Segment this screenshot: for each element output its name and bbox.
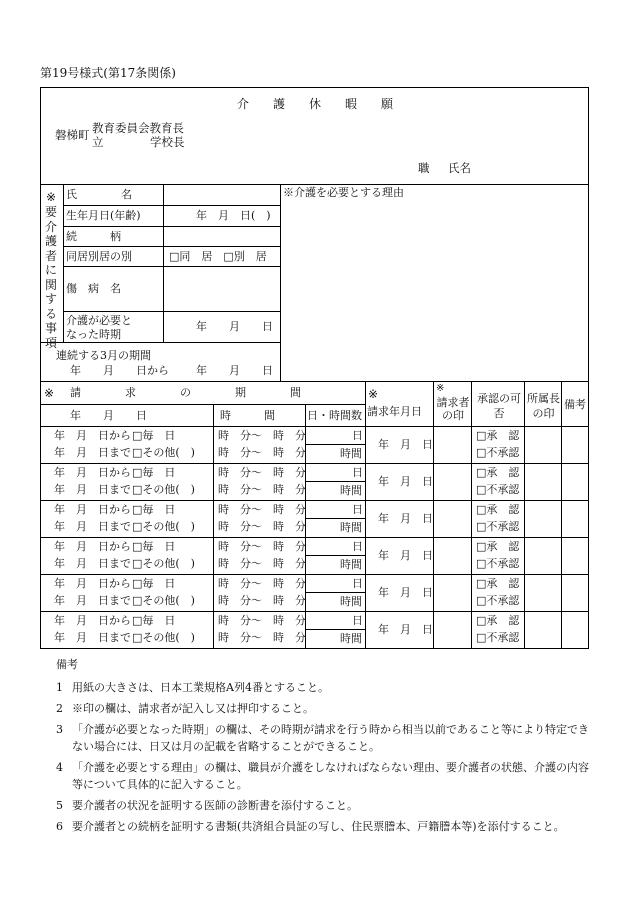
addressee-line2a: 立 [92,135,104,149]
other-option: □その他( ) [132,520,195,533]
time-range-2: 時 分～ 時 分 [218,483,306,496]
divider [40,342,280,343]
to-date: 年 月 日まで [54,631,131,644]
note-item [56,759,596,793]
approve-option: □承 認 [476,540,520,553]
cohabit-value: □同 居 □別 居 [169,250,267,263]
note-text: 用紙の大きさは、日本工業規格A列4番とすること。 [72,681,329,695]
col-days-header: 日・時間数 [307,409,362,422]
deny-option: □不承認 [476,446,520,459]
note-item [56,721,596,755]
from-date: 年 月 日から [54,614,131,627]
from-date: 年 月 日から [54,466,131,479]
divider [280,184,281,381]
divider [63,184,64,342]
request-date: 年 月 日 [378,549,433,562]
row-divider [40,500,589,501]
other-option: □その他( ) [132,631,195,644]
time-range-1: 時 分～ 時 分 [218,540,306,553]
to-date: 年 月 日まで [54,594,131,607]
request-date: 年 月 日 [378,475,433,488]
divider [213,404,214,649]
row-subdivider [305,444,365,445]
days-unit: 日 [352,466,363,479]
divider [163,184,164,342]
need-time-label-1: 介護が必要と [66,314,132,327]
row-divider [40,574,589,575]
divider [63,311,280,312]
request-title: 請 求 の 期 間 [70,386,301,399]
addressee-line2b: 学校長 [150,135,185,149]
deny-option: □不承認 [476,631,520,644]
from-date: 年 月 日から [54,503,131,516]
need-time-value: 年 月 日 [196,320,273,333]
approve-option: □承 認 [476,429,520,442]
divider [471,381,472,649]
other-option: □その他( ) [132,446,195,459]
request-date: 年 月 日 [378,586,433,599]
seal-mark: ※ [436,383,445,394]
deny-option: □不承認 [476,557,520,570]
hours-unit: 時間 [340,595,362,608]
note-text: ※印の欄は、請求者が記入し又は押印すること。 [72,702,314,716]
reason-label: ※介護を必要とする理由 [283,186,404,199]
note-number: 6 [56,820,63,834]
note-item [56,818,596,835]
row-subdivider [305,481,365,482]
approve-option: □承 認 [476,503,520,516]
divider [433,381,434,649]
birth-value: 年 月 日( ) [196,209,271,222]
time-range-1: 時 分～ 時 分 [218,614,306,627]
request-date: 年 月 日 [378,512,433,525]
notes-list [56,679,596,835]
note-text: 「介護を必要とする理由」の欄は、職員が介護をしなければならない理由、要介護者の状態、介護の内容等について具体的に記入すること。 [72,761,589,792]
note-item [56,679,596,696]
birth-label: 生年月日(年齢) [66,209,141,222]
to-date: 年 月 日まで [54,520,131,533]
divider [40,404,365,405]
col-request-date-header: 請求年月日 [367,405,422,418]
applicant-name-label: 氏名 [448,161,471,175]
to-date: 年 月 日まで [54,483,131,496]
time-range-2: 時 分～ 時 分 [218,557,306,570]
col-date-header: 年 月 日 [70,409,147,422]
divider [40,184,589,185]
note-number: 5 [56,799,63,813]
period-label: 連続する3月の期間 [56,349,151,362]
days-unit: 日 [352,540,363,553]
col-time-header: 時 間 [220,409,275,422]
to-date: 年 月 日まで [54,446,131,459]
row-divider [40,537,589,538]
time-range-1: 時 分～ 時 分 [218,503,306,516]
form-title: 介 護 休 暇 願 [237,97,394,111]
from-date: 年 月 日から [54,577,131,590]
row-subdivider [305,592,365,593]
note-text: 要介護者との続柄を証明する書類(共済組合員証の写し、住民票謄本、戸籍謄本等)を添付すること。 [72,820,565,834]
approve-option: □承 認 [476,577,520,590]
hours-unit: 時間 [340,558,362,571]
notes-heading: 備考 [56,658,78,671]
time-range-1: 時 分～ 時 分 [218,429,306,442]
request-date: 年 月 日 [378,623,433,636]
divider [524,381,525,649]
divider [365,381,366,649]
applicant-post-label: 職 [418,161,430,175]
note-number: 1 [56,681,63,695]
approve-option: □承 認 [476,614,520,627]
period-from: 年 月 日から [70,364,169,377]
request-date: 年 月 日 [378,438,433,451]
col-seal-header: 請求者の印 [436,396,470,422]
divider [63,226,280,227]
request-date-mark: ※ [368,387,379,401]
days-unit: 日 [352,577,363,590]
deny-option: □不承認 [476,520,520,533]
need-time-label-2: なった時期 [66,328,121,341]
from-date: 年 月 日から [54,540,131,553]
request-mark: ※ [44,386,55,400]
to-date: 年 月 日まで [54,557,131,570]
period-to: 年 月 日 [196,364,273,377]
name-label: 氏 名 [66,188,132,201]
col-head-seal-header: 所属長の印 [527,392,560,420]
cohabit-label: 同居別居の別 [66,250,132,263]
addressee-town: 磐梯町 [55,128,90,142]
divider [561,381,562,649]
note-text: 「介護が必要となった時期」の欄は、その時期が請求を行う時から相当以前であること等により特定できない場合には、日又は月の記載を省略することができること。 [72,723,589,754]
row-divider [40,463,589,464]
note-text: 要介護者の状況を証明する医師の診断書を添付すること。 [72,799,358,813]
every-day-option: □毎 日 [132,540,176,553]
every-day-option: □毎 日 [132,614,176,627]
divider [63,205,280,206]
time-range-2: 時 分～ 時 分 [218,594,306,607]
hours-unit: 時間 [340,447,362,460]
divider [40,381,589,382]
days-unit: 日 [352,614,363,627]
illness-label: 傷 病 名 [66,282,121,295]
hours-unit: 時間 [340,521,362,534]
row-subdivider [305,629,365,630]
divider [63,246,280,247]
from-date: 年 月 日から [54,429,131,442]
addressee-line1: 教育委員会教育長 [92,121,184,135]
other-option: □その他( ) [132,557,195,570]
approve-option: □承 認 [476,466,520,479]
relation-label: 続 柄 [66,230,121,243]
time-range-1: 時 分～ 時 分 [218,577,306,590]
note-item [56,700,596,717]
note-item [56,797,596,814]
divider [63,266,280,267]
section-mark: ※ [46,190,57,204]
note-number: 2 [56,702,63,716]
days-unit: 日 [352,503,363,516]
days-unit: 日 [352,429,363,442]
hours-unit: 時間 [340,632,362,645]
row-subdivider [305,518,365,519]
divider [40,426,589,427]
deny-option: □不承認 [476,594,520,607]
time-range-2: 時 分～ 時 分 [218,520,306,533]
col-approval-header: 承認の可否 [477,392,521,420]
other-option: □その他( ) [132,483,195,496]
hours-unit: 時間 [340,484,362,497]
time-range-2: 時 分～ 時 分 [218,631,306,644]
notes-section [56,656,596,839]
time-range-2: 時 分～ 時 分 [218,446,306,459]
row-divider [40,611,589,612]
form-number: 第19号様式(第17条関係) [40,66,176,80]
every-day-option: □毎 日 [132,429,176,442]
other-option: □その他( ) [132,594,195,607]
every-day-option: □毎 日 [132,466,176,479]
every-day-option: □毎 日 [132,503,176,516]
row-subdivider [305,555,365,556]
note-number: 4 [56,761,63,775]
deny-option: □不承認 [476,483,520,496]
col-remarks-header: 備考 [564,398,586,411]
every-day-option: □毎 日 [132,577,176,590]
care-section-label: 要介護者に関する事項 [45,205,58,350]
note-number: 3 [56,723,63,737]
time-range-1: 時 分～ 時 分 [218,466,306,479]
